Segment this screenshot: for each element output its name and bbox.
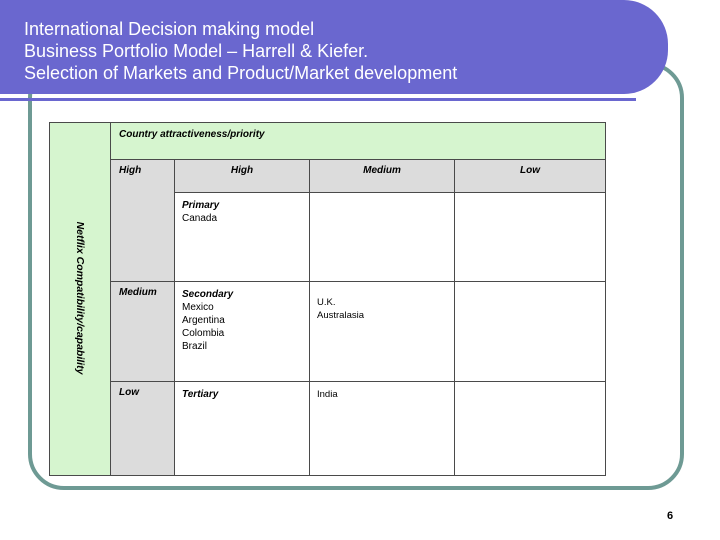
title-underline xyxy=(0,98,636,101)
cell-low-low xyxy=(455,382,606,476)
row-label-medium: Medium xyxy=(111,282,175,382)
side-axis-label: Netflix Compatibility/capability xyxy=(74,221,86,375)
cell-medium-medium xyxy=(310,282,455,382)
cell-low-high xyxy=(175,382,310,476)
title-line-1: International Decision making model xyxy=(24,19,315,39)
row-label-low: Low xyxy=(111,382,175,476)
cell-high-medium xyxy=(310,193,455,282)
cell-title: Secondary xyxy=(182,289,234,300)
cell-item: Brazil xyxy=(182,341,208,352)
cell-item: Mexico xyxy=(182,302,214,313)
portfolio-table xyxy=(49,122,606,476)
title-line-3: Selection of Markets and Product/Market development xyxy=(24,63,458,83)
cell-medium-low xyxy=(455,282,606,382)
cell-high-low xyxy=(455,193,606,282)
table-header: Country attractiveness/priority xyxy=(111,123,606,160)
cell-title: Tertiary xyxy=(182,389,219,400)
cell-item: Canada xyxy=(182,213,218,224)
title-line-2: Business Portfolio Model – Harrell & Kiefer. xyxy=(24,41,369,61)
cell-item: Australasia xyxy=(317,310,364,321)
cell-title: Primary xyxy=(182,200,220,211)
cell-item: Argentina xyxy=(182,315,225,326)
col-header-medium: Medium xyxy=(310,160,455,193)
col-header-high: High xyxy=(175,160,310,193)
cell-medium-high xyxy=(175,282,310,382)
slide-title xyxy=(24,18,457,84)
row-label-high: High xyxy=(111,160,175,282)
cell-item: Colombia xyxy=(182,328,225,339)
col-header-low: Low xyxy=(455,160,606,193)
cell-item: India xyxy=(317,389,338,400)
cell-low-medium xyxy=(310,382,455,476)
cell-item: U.K. xyxy=(317,297,336,308)
cell-high-high xyxy=(175,193,310,282)
page-number: 6 xyxy=(667,510,674,522)
side-axis-cell xyxy=(50,123,111,476)
